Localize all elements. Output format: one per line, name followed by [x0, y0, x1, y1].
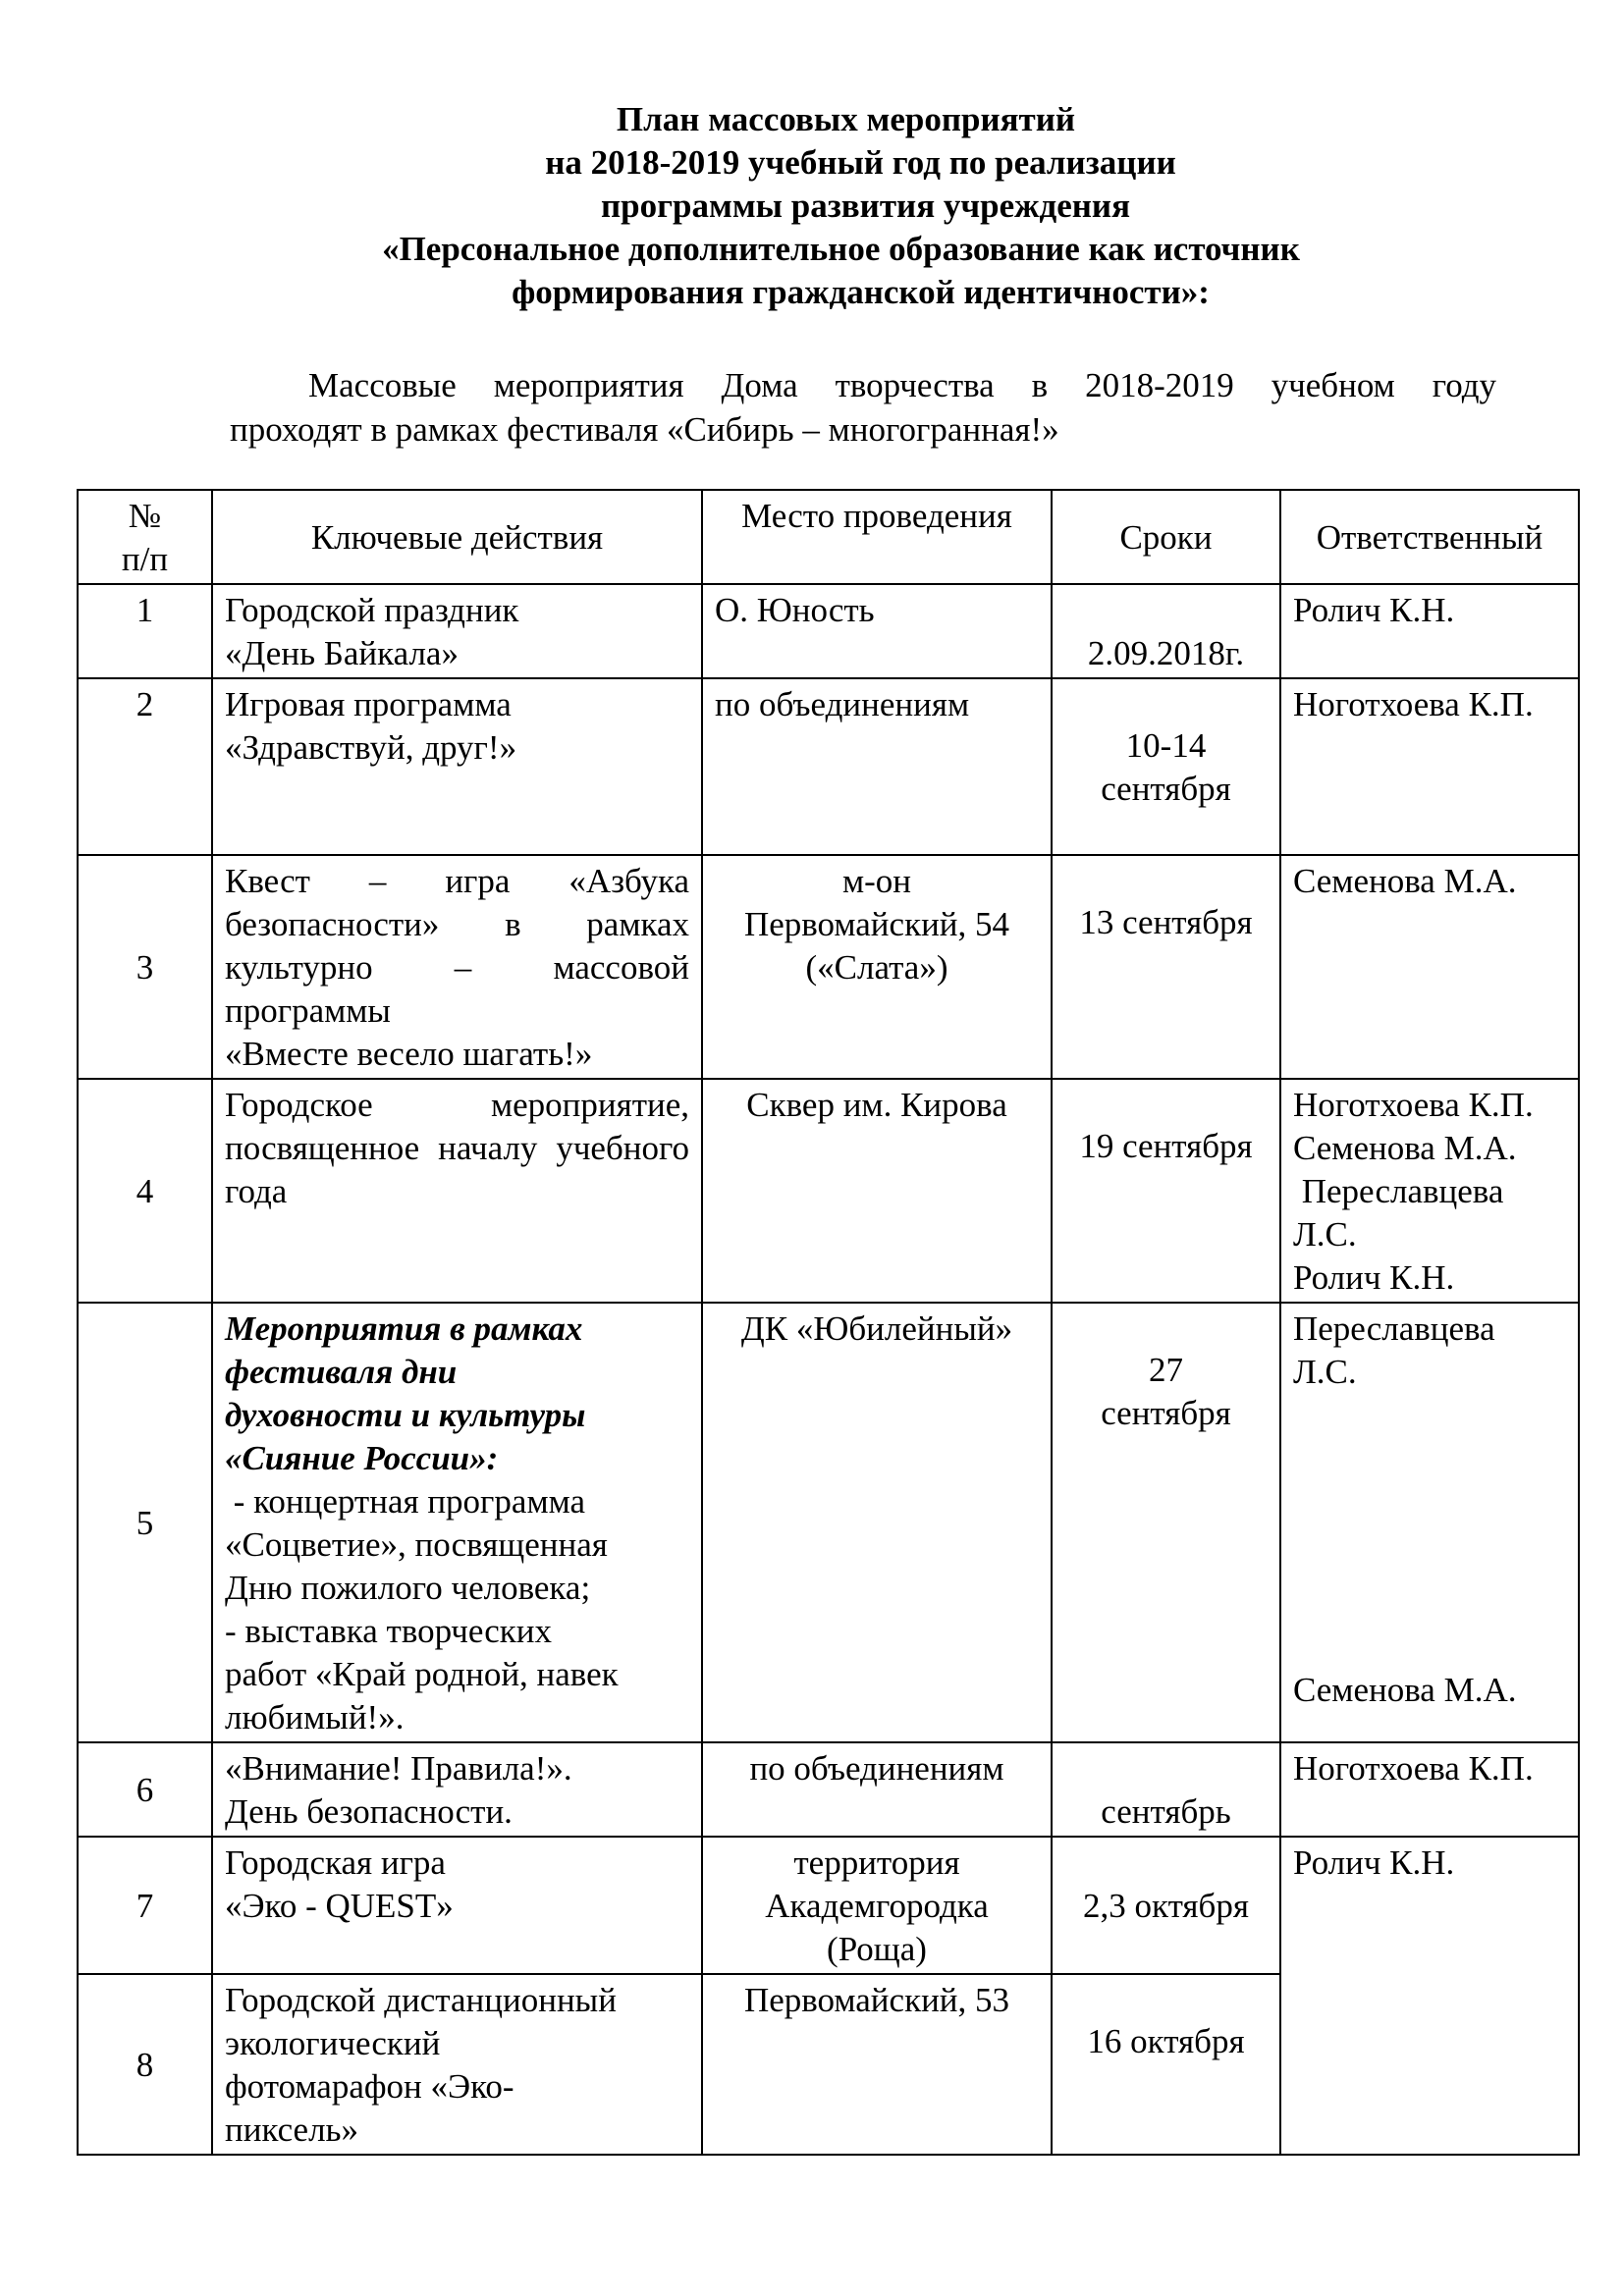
header-responsible: Ответственный [1280, 490, 1579, 584]
header-number: № п/п [78, 490, 212, 584]
document-title [0, 98, 1623, 314]
row-date: 19 сентября [1052, 1079, 1280, 1303]
title-line-2: на 2018-2019 учебный год по реализации [545, 143, 1176, 182]
events-table [77, 489, 1580, 2156]
intro-line-1: Массовые мероприятия Дома творчества в 2018-2019 учебном году [308, 366, 1496, 404]
row-action: Городской дистанционный экологический фотомарафон «Эко- пиксель» [212, 1974, 702, 2155]
row-date: 16 октября [1052, 1974, 1280, 2155]
row-responsible: Ноготхоева К.П. Семенова М.А. Переславцева Л.С. Ролич К.Н. [1280, 1079, 1579, 1303]
table-row [78, 1079, 1579, 1303]
row-date: 2.09.2018г. [1052, 584, 1280, 678]
row-number: 1 [78, 584, 212, 678]
row-number: 6 [78, 1742, 212, 1837]
row-action: Городское мероприятие, посвященное началу учебного года [212, 1079, 702, 1303]
row-date: 13 сентября [1052, 855, 1280, 1079]
row-responsible: Ноготхоева К.П. [1280, 678, 1579, 855]
table-row [78, 1742, 1579, 1837]
row-date: 2,3 октября [1052, 1837, 1280, 1974]
intro-paragraph [230, 363, 1496, 452]
row-responsible: Ролич К.Н. [1280, 1837, 1579, 2155]
title-line-4: «Персональное дополнительное образование как источник [382, 230, 1300, 268]
row-place: территория Академгородка (Роща) [702, 1837, 1052, 1974]
row-action: «Внимание! Правила!». День безопасности. [212, 1742, 702, 1837]
row-date: сентябрь [1052, 1742, 1280, 1837]
header-dates: Сроки [1052, 490, 1280, 584]
row-number: 2 [78, 678, 212, 855]
row-action: Городской праздник «День Байкала» [212, 584, 702, 678]
row-action: Городская игра «Эко - QUEST» [212, 1837, 702, 1974]
row-place: Сквер им. Кирова [702, 1079, 1052, 1303]
row-action: Мероприятия в рамках фестиваля дни духовности и культуры «Сияние России»: - концертная программа «Соцветие», посвященная Дню пожилого человека; - выставка творческих работ «Край родной, навек любимый!». [212, 1303, 702, 1742]
title-line-1: План массовых мероприятий [616, 100, 1076, 138]
row-number: 5 [78, 1303, 212, 1742]
row-responsible: Переславцева Л.С. Семенова М.А. [1280, 1303, 1579, 1742]
row-action: Игровая программа «Здравствуй, друг!» [212, 678, 702, 855]
row-number: 7 [78, 1837, 212, 1974]
row-place: ДК «Юбилейный» [702, 1303, 1052, 1742]
table-row [78, 855, 1579, 1079]
title-line-3: программы развития учреждения [600, 187, 1130, 225]
table-row [78, 1303, 1579, 1742]
row-date: 10-14 сентября [1052, 678, 1280, 855]
row-number: 4 [78, 1079, 212, 1303]
row-place: О. Юность [702, 584, 1052, 678]
title-line-5: формирования гражданской идентичности»: [512, 273, 1210, 311]
row-responsible: Ролич К.Н. [1280, 584, 1579, 678]
row-responsible: Семенова М.А. [1280, 855, 1579, 1079]
table-row [78, 1837, 1579, 1974]
table-row [78, 678, 1579, 855]
row-date: 27 сентября [1052, 1303, 1280, 1742]
row-number: 8 [78, 1974, 212, 2155]
row-place: по объединениям [702, 678, 1052, 855]
header-place: Место проведения [702, 490, 1052, 584]
row-action: Квест – игра «Азбука безопасности» в рамках культурно – массовой программы «Вместе весело шагать!» [212, 855, 702, 1079]
row-number: 3 [78, 855, 212, 1079]
row-place: по объединениям [702, 1742, 1052, 1837]
header-actions: Ключевые действия [212, 490, 702, 584]
row-place: Первомайский, 53 [702, 1974, 1052, 2155]
table-row [78, 584, 1579, 678]
intro-line-2: проходят в рамках фестиваля «Сибирь – многогранная!» [230, 410, 1059, 449]
row-place: м-он Первомайский, 54 («Слата») [702, 855, 1052, 1079]
table-header-row [78, 490, 1579, 584]
row-responsible: Ноготхоева К.П. [1280, 1742, 1579, 1837]
